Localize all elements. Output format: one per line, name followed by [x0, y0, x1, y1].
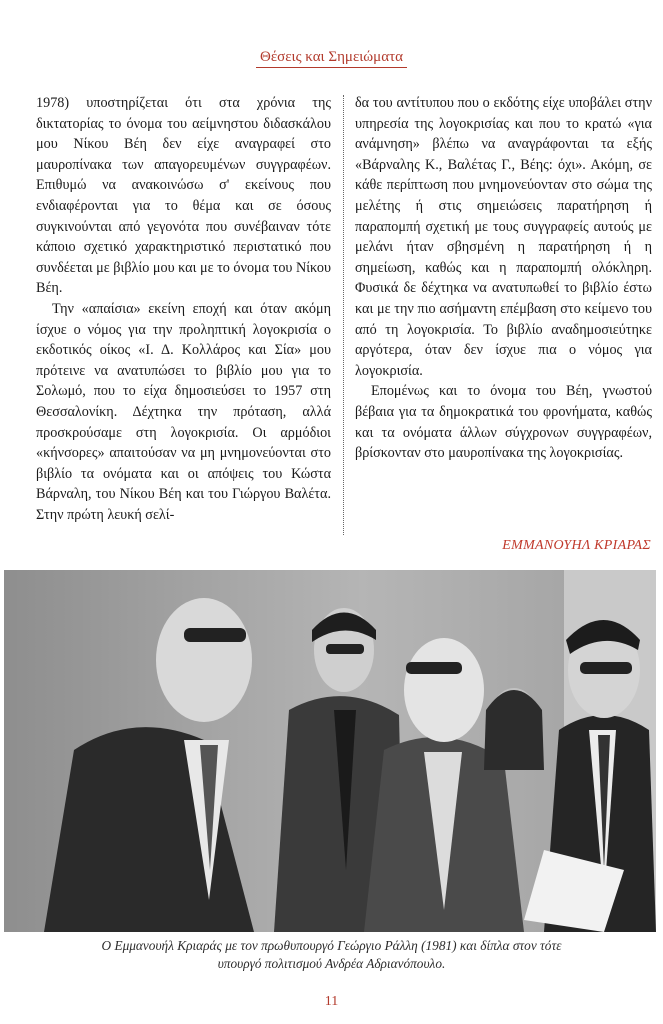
column-divider [343, 95, 344, 535]
right-paragraph-1: δα του αντίτυπου που ο εκδότης είχε υποβάλει στην υπηρεσία της λογοκρισίας και που το κρατώ «για ανάμνηση» βλέπω να αναγράφονται τα εξής «Βάρναλης Κ., Βαλέτας Γ., Βέης: όχι». Ακόμη, σε κάθε περίπτωση που μνημονεύονταν στο σώμα της μελέτης ή στις σημειώσεις παρατήρηση ή παραπομπή σχετική με τους συγγραφείς αυτούς με μελάνι ήταν σβησμένη η παρατήρηση ή η σημείωση, καθώς και η παραπομπή ολόκληρη. Φυσικά δε δέχτηκα να ανατυπωθεί το βιβλίο έστω και με την πιο ασήμαντη επέμβαση στο κείμενο του από τη λογοκρισία. Το βιβλίο αναδημοσιεύτηκε αργότερα, όταν δεν ίσχυε πια ο νόμος για λογοκρισία. [355, 95, 652, 379]
article-body [36, 93, 652, 535]
left-column [36, 93, 331, 525]
group-photo [4, 570, 656, 932]
right-column [355, 93, 652, 464]
photo-caption [10, 937, 653, 973]
photo-caption-line-2: υπουργό πολιτισμού Ανδρέα Αδριανόπουλο. [217, 956, 446, 971]
page-number: 11 [324, 994, 339, 1009]
left-paragraph-1: 1978) υποστηρίζεται ότι στα χρόνια της δικτατορίας το όνομα του αείμνηστου διδασκάλου μου Νίκου Βέη δεν είχε αναγραφεί στο μαυροπίνακα των απαγορευμένων συγγραφέων. Επιθυμώ να ανακοινώσω σ' εκείνους που ενδιαφέρονται για το θέμα και σε όσους συγκινούνται από γεγονότα που συνέβαιναν τότε κάποιο σχετικό χαρακτηριστικό περιστατικό που συνδέεται με βιβλίο μου και με το όνομα του Νίκου Βέη. [36, 95, 332, 297]
left-paragraph-2: Την «απαίσια» εκείνη εποχή και όταν ακόμη ίσχυε ο νόμος για την προληπτική λογοκρισία ο εκδοτικός οίκος «Ι. Δ. Κολλάρος και Σία» μου πρότεινε να ανατυπώσει το βιβλίο μου για το Σολωμό, που το είχα δημοσιεύσει το 1957 στη Θεσσαλονίκη. Δέχτηκα την πρόταση, αλλά προσκρούσαμε στη λογοκρισία. Οι αρμόδιοι «κήνσορες» απαιτούσαν να μη μνημονεύονται στο βιβλίο τα ονόματα και οι απόψεις του Κώστα Βάρναλη, του Νίκου Βέη και του Γιώργου Βαλέτα. Στην πρώτη λευκή σελί- [36, 300, 331, 523]
author-signature: ΕΜΜΑΝΟΥΗΛ ΚΡΙΑΡΑΣ [502, 538, 651, 553]
running-header [0, 48, 663, 66]
running-header-title: Θέσεις και Σημειώματα [256, 49, 407, 68]
photo-caption-line-1: Ο Εμμανουήλ Κριαράς με τον πρωθυπουργό Γεώργιο Ράλλη (1981) και δίπλα στον τότε [101, 938, 562, 953]
right-paragraph-2: Επομένως και το όνομα του Βέη, γνωστού βέβαια για τα δημοκρατικά του φρονήματα, καθώς και τα ονόματα άλλων σύγχρονων συγγραφέων, βρίσκονταν στο μαυροπίνακα της λογοκρισίας. [355, 383, 652, 462]
group-photo-illustration [4, 570, 656, 932]
